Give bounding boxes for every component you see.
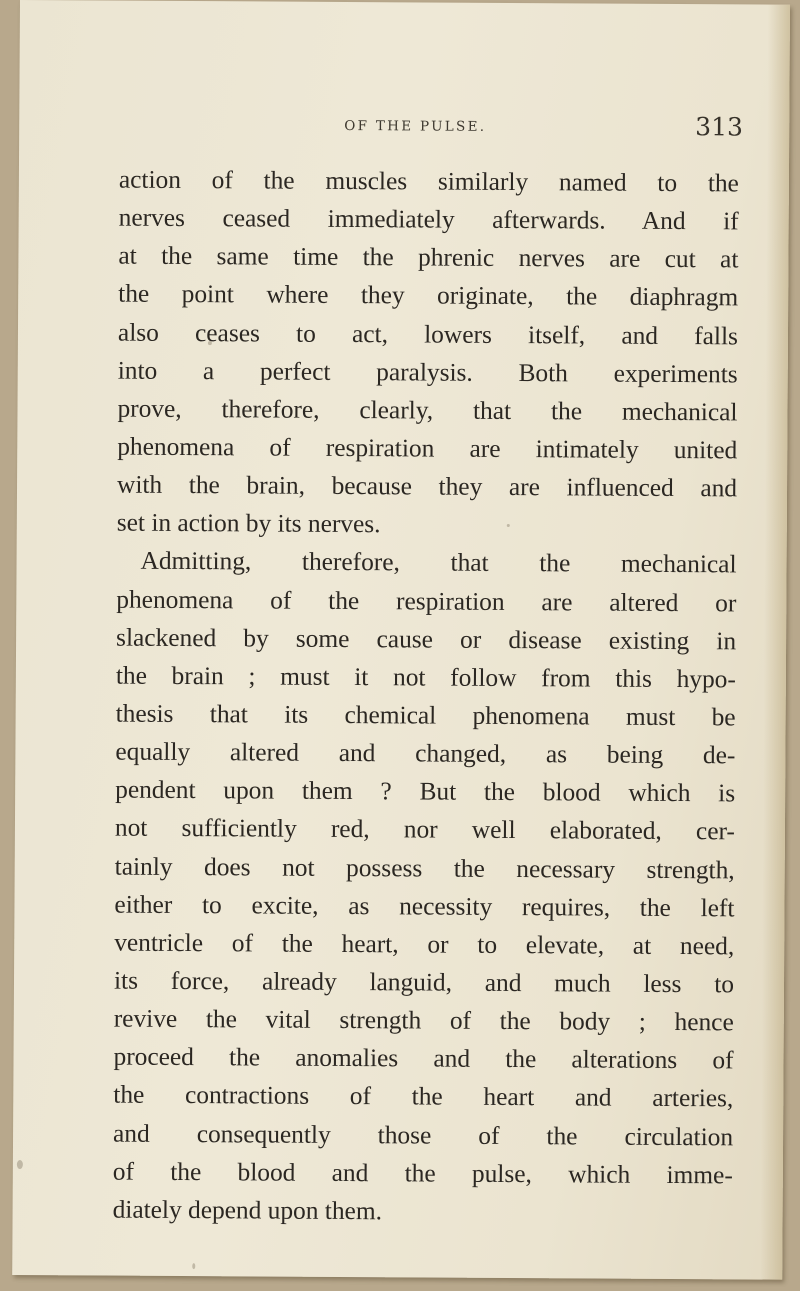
text-line: diately depend upon them. [112,1195,383,1226]
text-line: the contractions of the heart and arteries, [113,1080,734,1113]
text-line: slackened by some cause or disease existing in [116,623,737,656]
text-line: thesis that its chemical phenomena must be [115,699,736,732]
text-line: also ceases to act, lowers itself, and falls [117,318,739,350]
paper-speck [192,1263,195,1269]
text-line: ventricle of the heart, or to elevate, at need, [114,928,735,961]
text-line: action of the muscles similarly named to the [118,165,739,198]
text-line: its force, already languid, and much less to [113,966,735,999]
text-line: tainly does not possess the necessary strength, [114,852,735,884]
text-line: equally altered and changed, as being de- [115,737,736,770]
text-line: with the brain, because they are influenced and [116,470,738,503]
text-line: proceed the anomalies and the alterations of [113,1042,734,1075]
text-line: phenomena of respiration are intimately united [117,432,738,465]
text-line: prove, therefore, clearly, that the mechanical [117,394,738,427]
text-line: revive the vital strength of the body ; hence [113,1004,734,1037]
text-line: and consequently those of the circulation [112,1119,734,1151]
text-line: the brain ; must it not follow from this hypo- [115,661,736,694]
text-line: nerves ceased immediately afterwards. And if [118,203,739,236]
page-number: 313 [695,112,744,142]
text-line: set in action by its nerves. [116,508,381,539]
paper-speck [507,524,510,527]
paper-speck [208,341,212,345]
body-text [112,161,739,1233]
running-head-title: OF THE PULSE. [344,117,487,135]
paper-speck [17,1160,23,1169]
text-line: not sufficiently red, nor well elaborated, cer- [114,813,736,846]
page-edge-shadow [760,5,790,1280]
running-head [19,108,789,143]
text-line: Admitting, therefore, that the mechanical [140,547,737,579]
text-line: of the blood and the pulse, which imme- [112,1157,733,1190]
paragraph [112,542,736,1232]
text-line: into a perfect paralysis. Both experiments [117,356,738,389]
text-line: phenomena of the respiration are altered or [116,585,737,617]
text-line: pendent upon them ? But the blood which is [115,775,736,808]
text-line: either to excite, as necessity requires, the left [114,890,735,923]
book-page [12,0,790,1280]
text-line: at the same time the phrenic nerves are cut at [118,241,739,274]
text-line: the point where they originate, the diaphragm [118,280,739,312]
paragraph [117,161,739,546]
